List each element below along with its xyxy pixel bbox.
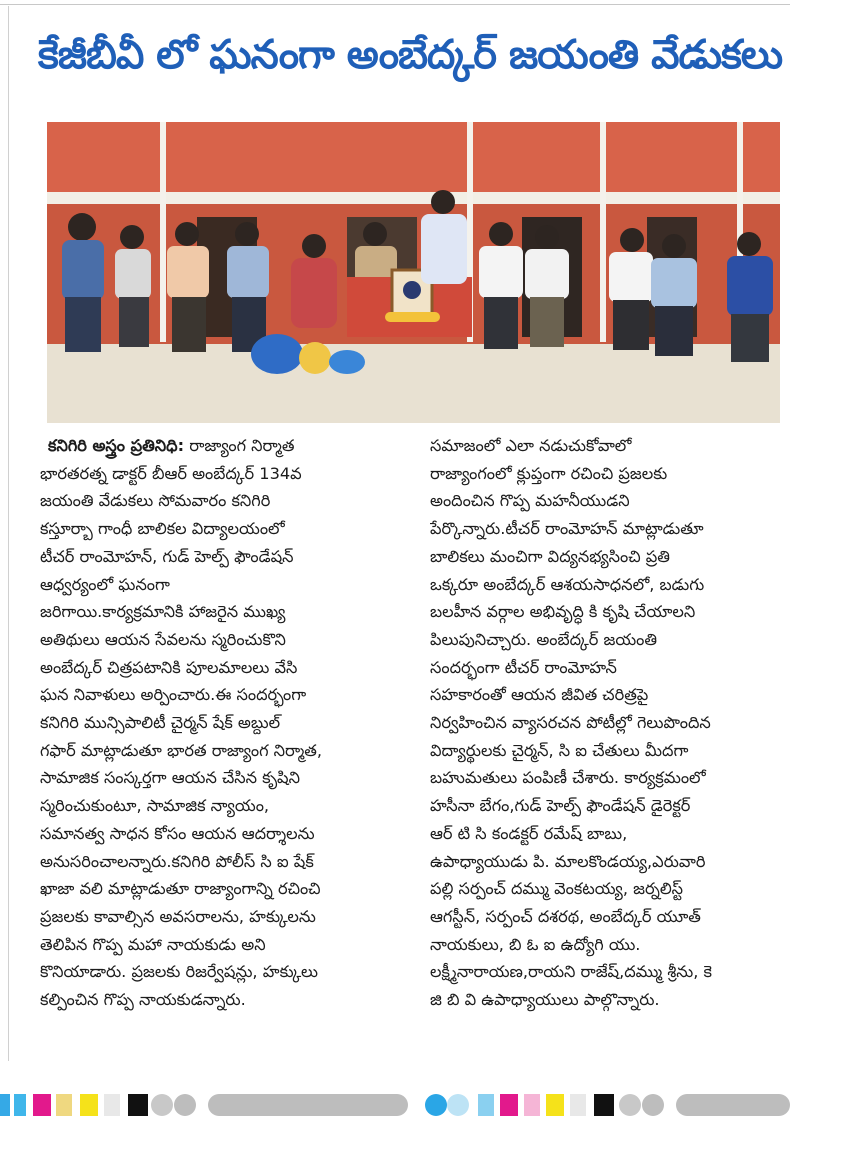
left-column-rule bbox=[8, 6, 9, 1061]
line-text: రాజ్యాంగ నిర్మాత bbox=[184, 436, 295, 455]
article-line: అంబేద్కర్ చిత్రపటానికి పూలమాలలు వేసి bbox=[40, 657, 298, 677]
article-line: కల్పించిన గొప్ప నాయకుడన్నారు. bbox=[40, 990, 246, 1010]
article-line: భారతరత్న డాక్టర్ బీఆర్ అంబేద్కర్ 134వ bbox=[40, 463, 302, 483]
event-photo bbox=[47, 122, 780, 423]
article-line: జి బి వి ఉపాధ్యాయులు పాల్గొన్నారు. bbox=[430, 990, 660, 1010]
article-line: సహకారంతో ఆయన జీవిత చరిత్రపై bbox=[430, 685, 649, 705]
article-column-left bbox=[40, 432, 412, 1014]
article-line: విద్యార్థులకు చైర్మన్, సి ఐ చేతులు మీదగా bbox=[430, 740, 689, 760]
article-line: సమాజంలో ఎలా నడుచుకోవాలో bbox=[430, 436, 632, 455]
dateline: కనిగిరి అస్త్రం ప్రతినిధి: bbox=[48, 436, 185, 455]
headline: కేజీబీవీ లో ఘనంగా అంబేద్కర్ జయంతి వేడుకలు bbox=[37, 32, 783, 78]
article-line: అతిథులు ఆయన సేవలను స్మరించుకొని bbox=[40, 629, 286, 649]
article-line: కస్తూర్బా గాంధీ బాలికల విద్యాలయంలో bbox=[40, 519, 285, 539]
article-line: అందించిన గొప్ప మహనీయుడని bbox=[430, 491, 630, 511]
print-registration-marks bbox=[0, 1092, 800, 1118]
article-line: బహుమతులు పంపిణీ చేశారు. కార్యక్రమంలో bbox=[430, 768, 706, 788]
article-line: ఆర్ టి సి కండక్టర్ రమేష్ బాబు, bbox=[430, 823, 628, 843]
article-line: సమానత్వ సాధన కోసం ఆయన ఆదర్శాలను bbox=[40, 823, 315, 843]
article-line: లక్ష్మీనారాయణ,రాయని రాజేష్,దమ్ము శ్రీను, కె bbox=[430, 962, 712, 982]
article-line: గఫార్ మాట్లాడుతూ భారత రాజ్యాంగ నిర్మాత, bbox=[40, 740, 323, 760]
article-line: సామాజిక సంస్కర్తగా ఆయన చేసిన కృషిని bbox=[40, 768, 300, 788]
article-line: ఆగస్టీన్, సర్పంచ్ దశరథ, అంబేద్కర్ యూత్ bbox=[430, 906, 701, 926]
article-line: పేర్కొన్నారు.టీచర్ రాంమోహన్ మాట్లాడుతూ bbox=[430, 519, 704, 539]
article-line: తెలిపిన గొప్ప మహా నాయకుడు అని bbox=[40, 934, 266, 954]
article-line: నాయకులు, బి ఓ ఐ ఉద్యోగి యు. bbox=[430, 934, 641, 954]
article-line: ఒక్కరూ అంబేద్కర్ ఆశయసాధనలో, బడుగు bbox=[430, 574, 705, 594]
article-line: జరిగాయి.కార్యక్రమానికి హాజరైన ముఖ్య bbox=[40, 602, 286, 622]
article-line: ప్రజలకు కావాల్సిన అవసరాలను, హక్కులను bbox=[40, 906, 316, 926]
article-line: నిర్వహించిన వ్యాసరచన పోటీల్లో గెలుపొందిన bbox=[430, 713, 711, 733]
article-line: జయంతి వేడుకలు సోమవారం కనిగిరి bbox=[40, 491, 271, 511]
article-line: కనిగిరి మున్సిపాలిటీ చైర్మన్ షేక్ అబ్దుల్ bbox=[40, 713, 281, 733]
article-line: హసీనా బేగం,గుడ్ హెల్ప్ ఫౌండేషన్ డైరెక్టర్ bbox=[430, 796, 691, 816]
article-line: కొనియాడారు. ప్రజలకు రిజర్వేషన్లు, హక్కులు bbox=[40, 962, 319, 982]
article-line: పిలుపునిచ్చారు. అంబేద్కర్ జయంతి bbox=[430, 629, 658, 649]
article-line: టీచర్ రాంమోహన్, గుడ్ హెల్ప్ ఫౌండేషన్ bbox=[40, 546, 294, 566]
article-line: పల్లి సర్పంచ్ దమ్ము వెంకటయ్య, జర్నలిస్ట్ bbox=[430, 879, 684, 899]
article-line: ఆధ్వర్యంలో ఘనంగా bbox=[40, 574, 170, 594]
article-line: బాలికలు మంచిగా విద్యనభ్యసించి ప్రతి bbox=[430, 546, 670, 566]
top-rule bbox=[0, 4, 790, 5]
article-column-right bbox=[430, 432, 792, 1014]
article-line: అనుసరించాలన్నారు.కనిగిరి పోలీస్ సి ఐ షేక్ bbox=[40, 851, 314, 871]
article-line bbox=[40, 432, 412, 460]
article-line: బలహీన వర్గాల అభివృద్ధి కి కృషి చేయాలని bbox=[430, 602, 696, 622]
article-line: స్మరించుకుంటూ, సామాజిక న్యాయం, bbox=[40, 796, 270, 816]
article-line: రాజ్యాంగంలో క్లుప్తంగా రచించి ప్రజలకు bbox=[430, 463, 668, 483]
article-line: ఖాజా వలి మాట్లాడుతూ రాజ్యాంగాన్ని రచించి bbox=[40, 879, 321, 899]
article-line: ఉపాధ్యాయుడు పి. మాలకొండయ్య,ఎరువారి bbox=[430, 851, 706, 871]
article-line: ఘన నివాళులు అర్పించారు.ఈ సందర్భంగా bbox=[40, 685, 307, 705]
article-line: సందర్భంగా టీచర్ రాంమోహన్ bbox=[430, 657, 617, 677]
